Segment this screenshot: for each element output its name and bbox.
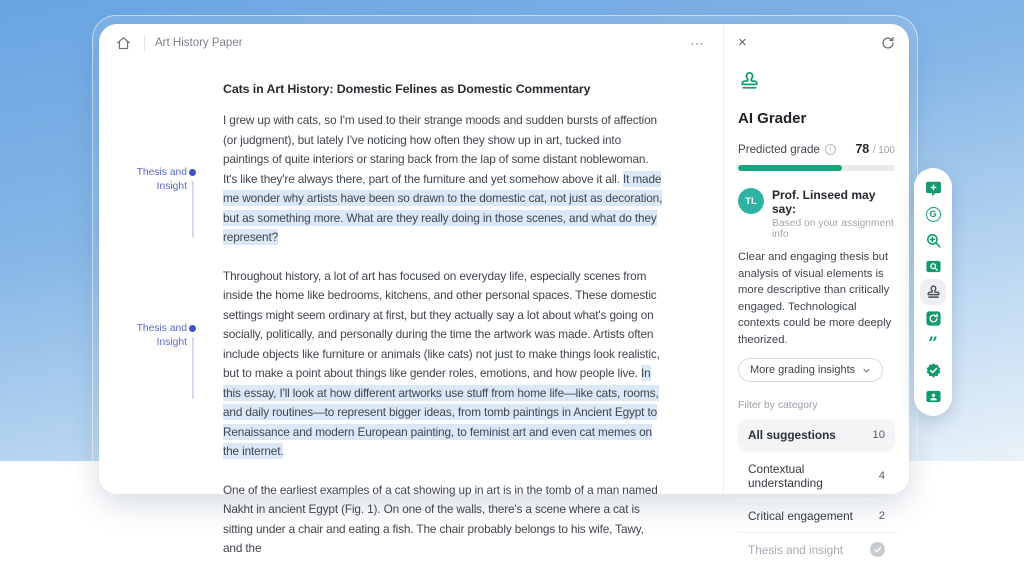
- grader-panel-title: AI Grader: [738, 110, 807, 127]
- filter-count: 10: [872, 429, 885, 441]
- paraphrase-icon[interactable]: [920, 305, 946, 331]
- grammarly-icon[interactable]: G: [920, 201, 946, 227]
- essay-paragraph: [223, 481, 664, 559]
- badge-check-icon[interactable]: [920, 357, 946, 383]
- more-grading-insights-label: More grading insights: [750, 364, 856, 376]
- professor-name: Prof. Linseed may say:: [772, 188, 876, 216]
- filter-list: [738, 419, 895, 566]
- essay-body[interactable]: [223, 82, 664, 578]
- refresh-button[interactable]: [881, 36, 895, 50]
- filter-row-critical-engagement[interactable]: [738, 499, 895, 532]
- grade-score: [855, 142, 895, 156]
- annotation-line: [192, 337, 194, 399]
- highlighted-text[interactable]: In this essay, I'll look at how different artworks use stuff from home life—like cats, rooms, and daily routines—to represent bigger ideas, from tomb paintings in Ancient Egypt to Renaissance and modern European painting, to feminist art and even cat memes on the internet.: [223, 366, 659, 458]
- document-pane: [99, 24, 723, 555]
- margin-annotation[interactable]: Thesis and Insight: [136, 323, 187, 348]
- more-grading-insights-button[interactable]: [738, 358, 883, 382]
- filter-row-all-suggestions[interactable]: [738, 419, 895, 451]
- stamp-icon[interactable]: [920, 279, 946, 305]
- filter-count: 4: [878, 470, 885, 482]
- document-topbar: [99, 24, 723, 62]
- search-plus-icon[interactable]: [920, 227, 946, 253]
- filter-by-category-label: Filter by category: [738, 400, 818, 411]
- grade-score-max: / 100: [872, 145, 895, 156]
- professor-comment: Clear and engaging thesis but analysis of visual elements is more descriptive than critically engaged. Technological contexts could be more deeply theorized.: [738, 251, 892, 346]
- filter-label-text: Thesis and insight: [748, 542, 844, 557]
- topbar-divider: [144, 35, 145, 51]
- document-title-breadcrumb: Art History Paper: [155, 37, 243, 49]
- filter-row-contextual-understanding[interactable]: [738, 453, 895, 499]
- annotation-dot[interactable]: [189, 169, 196, 176]
- id-card-icon[interactable]: [920, 383, 946, 409]
- app-window: [99, 24, 909, 557]
- refresh-icon: [881, 36, 895, 50]
- paragraph-text: One of the earliest examples of a cat showing up in art is in the tomb of a man named Nakht in ancient Egypt (Fig. 1). On one of the walls, there's a scene where a cat is sitting under a chair and eating a fish. The chair probably belongs to his wife, Tawy, and the: [223, 482, 658, 555]
- annotation-dot[interactable]: [189, 325, 196, 332]
- predicted-grade-text: Predicted grade: [738, 142, 820, 156]
- filter-row-thesis-and-insight[interactable]: [738, 532, 895, 566]
- check-circle-icon: [870, 542, 885, 557]
- grade-progress-bar: [738, 165, 895, 171]
- professor-feedback-header: [738, 188, 895, 240]
- predicted-grade-row: [738, 142, 895, 156]
- paragraph-text: I grew up with cats, so I'm used to their strange moods and sudden bursts of affection (or judgment), but lately I've noticing how often they show up in art, tucked into paintings of quite interiors or staring back from the lap of some distant noblewoman. It's like they're always there, part of the furniture and yet somehow above it all.: [223, 113, 657, 186]
- margin-annotation[interactable]: Thesis and Insight: [136, 167, 187, 192]
- avatar: TL: [738, 188, 764, 214]
- grade-score-value: 78: [855, 142, 870, 156]
- image-search-icon[interactable]: [920, 253, 946, 279]
- annotation-line: [192, 181, 194, 237]
- home-button[interactable]: [112, 32, 134, 54]
- predicted-grade-label: [738, 143, 836, 156]
- more-menu-button[interactable]: ⋯: [690, 35, 705, 51]
- filter-label-text: Critical engagement: [748, 509, 853, 523]
- info-icon[interactable]: i: [825, 144, 836, 155]
- tool-rail: [914, 168, 952, 416]
- sidebar-topbar: [738, 24, 895, 62]
- grade-progress-fill: [738, 165, 842, 171]
- highlighted-text[interactable]: It made me wonder why artists have been so drawn to the domestic cat, not just as decoration, but as something more. What are they really doing in those scenes, and what do they represent?: [223, 171, 663, 244]
- essay-title: Cats in Art History: Domestic Felines as Domestic Commentary: [223, 82, 591, 96]
- comment-add-icon[interactable]: [920, 175, 946, 201]
- close-icon[interactable]: ×: [738, 34, 747, 51]
- grader-stamp-logo: [738, 70, 895, 98]
- essay-paragraph: [223, 267, 664, 462]
- stamp-icon: [738, 70, 761, 93]
- filter-label-text: All suggestions: [748, 428, 836, 442]
- home-icon: [116, 36, 131, 51]
- paragraph-text: Throughout history, a lot of art has focused on everyday life, especially scenes from inside the home like bedrooms, kitchens, and other personal spaces. These domestic settings might seem ordinary at first, but they actually say a lot about what's going on socially, politically, and personally during the time the artwork was made. Artists often include objects like furniture or animals (like cats) not just to make things look realistic, but to make a point about things like gender roles, emotions, and how people live.: [223, 268, 660, 380]
- professor-subtitle: Based on your assignment info: [772, 218, 894, 240]
- filter-label-text: Contextual understanding: [748, 462, 823, 490]
- filter-count: 2: [878, 510, 885, 522]
- ai-grader-sidebar: [723, 24, 909, 557]
- essay-paragraph: [223, 111, 664, 248]
- quotes-icon[interactable]: ”: [928, 334, 938, 354]
- chevron-down-icon: [862, 366, 871, 375]
